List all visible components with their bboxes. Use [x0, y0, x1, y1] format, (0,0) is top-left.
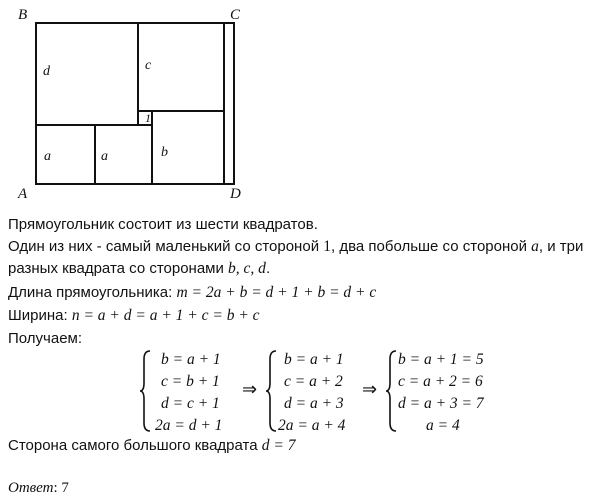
width-label: Ширина: [8, 307, 72, 324]
system-1 [155, 349, 222, 437]
line2-part1: Один из них - самый маленький со стороной [8, 238, 324, 255]
answer-value: : 7 [53, 480, 69, 496]
answer [8, 480, 69, 497]
text-line-4 [8, 284, 376, 302]
line3-part2: . [265, 260, 271, 277]
line2-a: a [531, 238, 539, 255]
label-c: c [145, 58, 152, 73]
length-label: Длина прямоугольника: [8, 284, 177, 301]
outer-rectangle [36, 23, 234, 184]
line2-part3: , и три [538, 238, 584, 255]
width-formula: n = a + d = a + 1 + c = b + c [71, 307, 260, 324]
line3-part1: разных квадрата со сторонами [8, 260, 229, 277]
system-3-eq4: a = 4 [426, 417, 460, 434]
system-1-eq1: b = a + 1 [161, 351, 221, 368]
line3-vars: b, c, d [228, 260, 266, 277]
label-one: 1 [145, 111, 151, 125]
implies-arrow-1: ⇒ [242, 379, 258, 400]
intro-text: Прямоугольник состоит из шести квадратов. [8, 216, 318, 233]
brace-system-1 [140, 349, 152, 438]
system-2-eq3: d = a + 3 [284, 395, 344, 412]
vertex-b: B [18, 7, 28, 23]
system-3-eq3: d = a + 3 = 7 [398, 395, 484, 412]
vertex-c: C [230, 7, 241, 23]
system-2-eq4: 2a = a + 4 [278, 417, 346, 434]
system-3-eq1: b = a + 1 = 5 [398, 351, 484, 368]
system-1-eq4: 2a = d + 1 [155, 417, 223, 434]
label-a-left: a [44, 149, 51, 164]
system-2-eq2: c = a + 2 [284, 373, 343, 390]
system-2 [278, 349, 345, 437]
system-3 [398, 349, 484, 437]
system-1-eq3: d = c + 1 [161, 395, 220, 412]
label-d: d [43, 64, 50, 79]
brace-system-2 [266, 349, 278, 438]
system-3-eq2: c = a + 2 = 6 [398, 373, 483, 390]
line2-one: 1 [323, 238, 331, 255]
final-value: d = 7 [261, 437, 296, 454]
brace-system-3 [386, 349, 398, 438]
text-line-3 [8, 260, 270, 278]
text-line-final [8, 437, 295, 455]
length-formula: m = 2a + b = d + 1 + b = d + c [176, 284, 377, 301]
rectangle-figure [0, 0, 600, 210]
system-1-eq2: c = b + 1 [161, 373, 220, 390]
text-line-6 [8, 330, 82, 347]
text-line-2 [8, 238, 583, 256]
label-b: b [161, 145, 168, 160]
implies-arrow-2: ⇒ [362, 379, 378, 400]
square-d [36, 23, 138, 125]
result-label: Получаем: [8, 330, 83, 347]
text-line-5 [8, 307, 260, 325]
text-line-1 [8, 216, 318, 233]
label-a-right: a [101, 149, 108, 164]
vertex-d: D [230, 186, 241, 202]
final-statement: Сторона самого большого квадрата [8, 437, 262, 454]
line2-part2: , два побольше со стороной [330, 238, 532, 255]
vertex-a: A [18, 186, 28, 202]
answer-label: Ответ [8, 480, 54, 496]
system-2-eq1: b = a + 1 [284, 351, 344, 368]
